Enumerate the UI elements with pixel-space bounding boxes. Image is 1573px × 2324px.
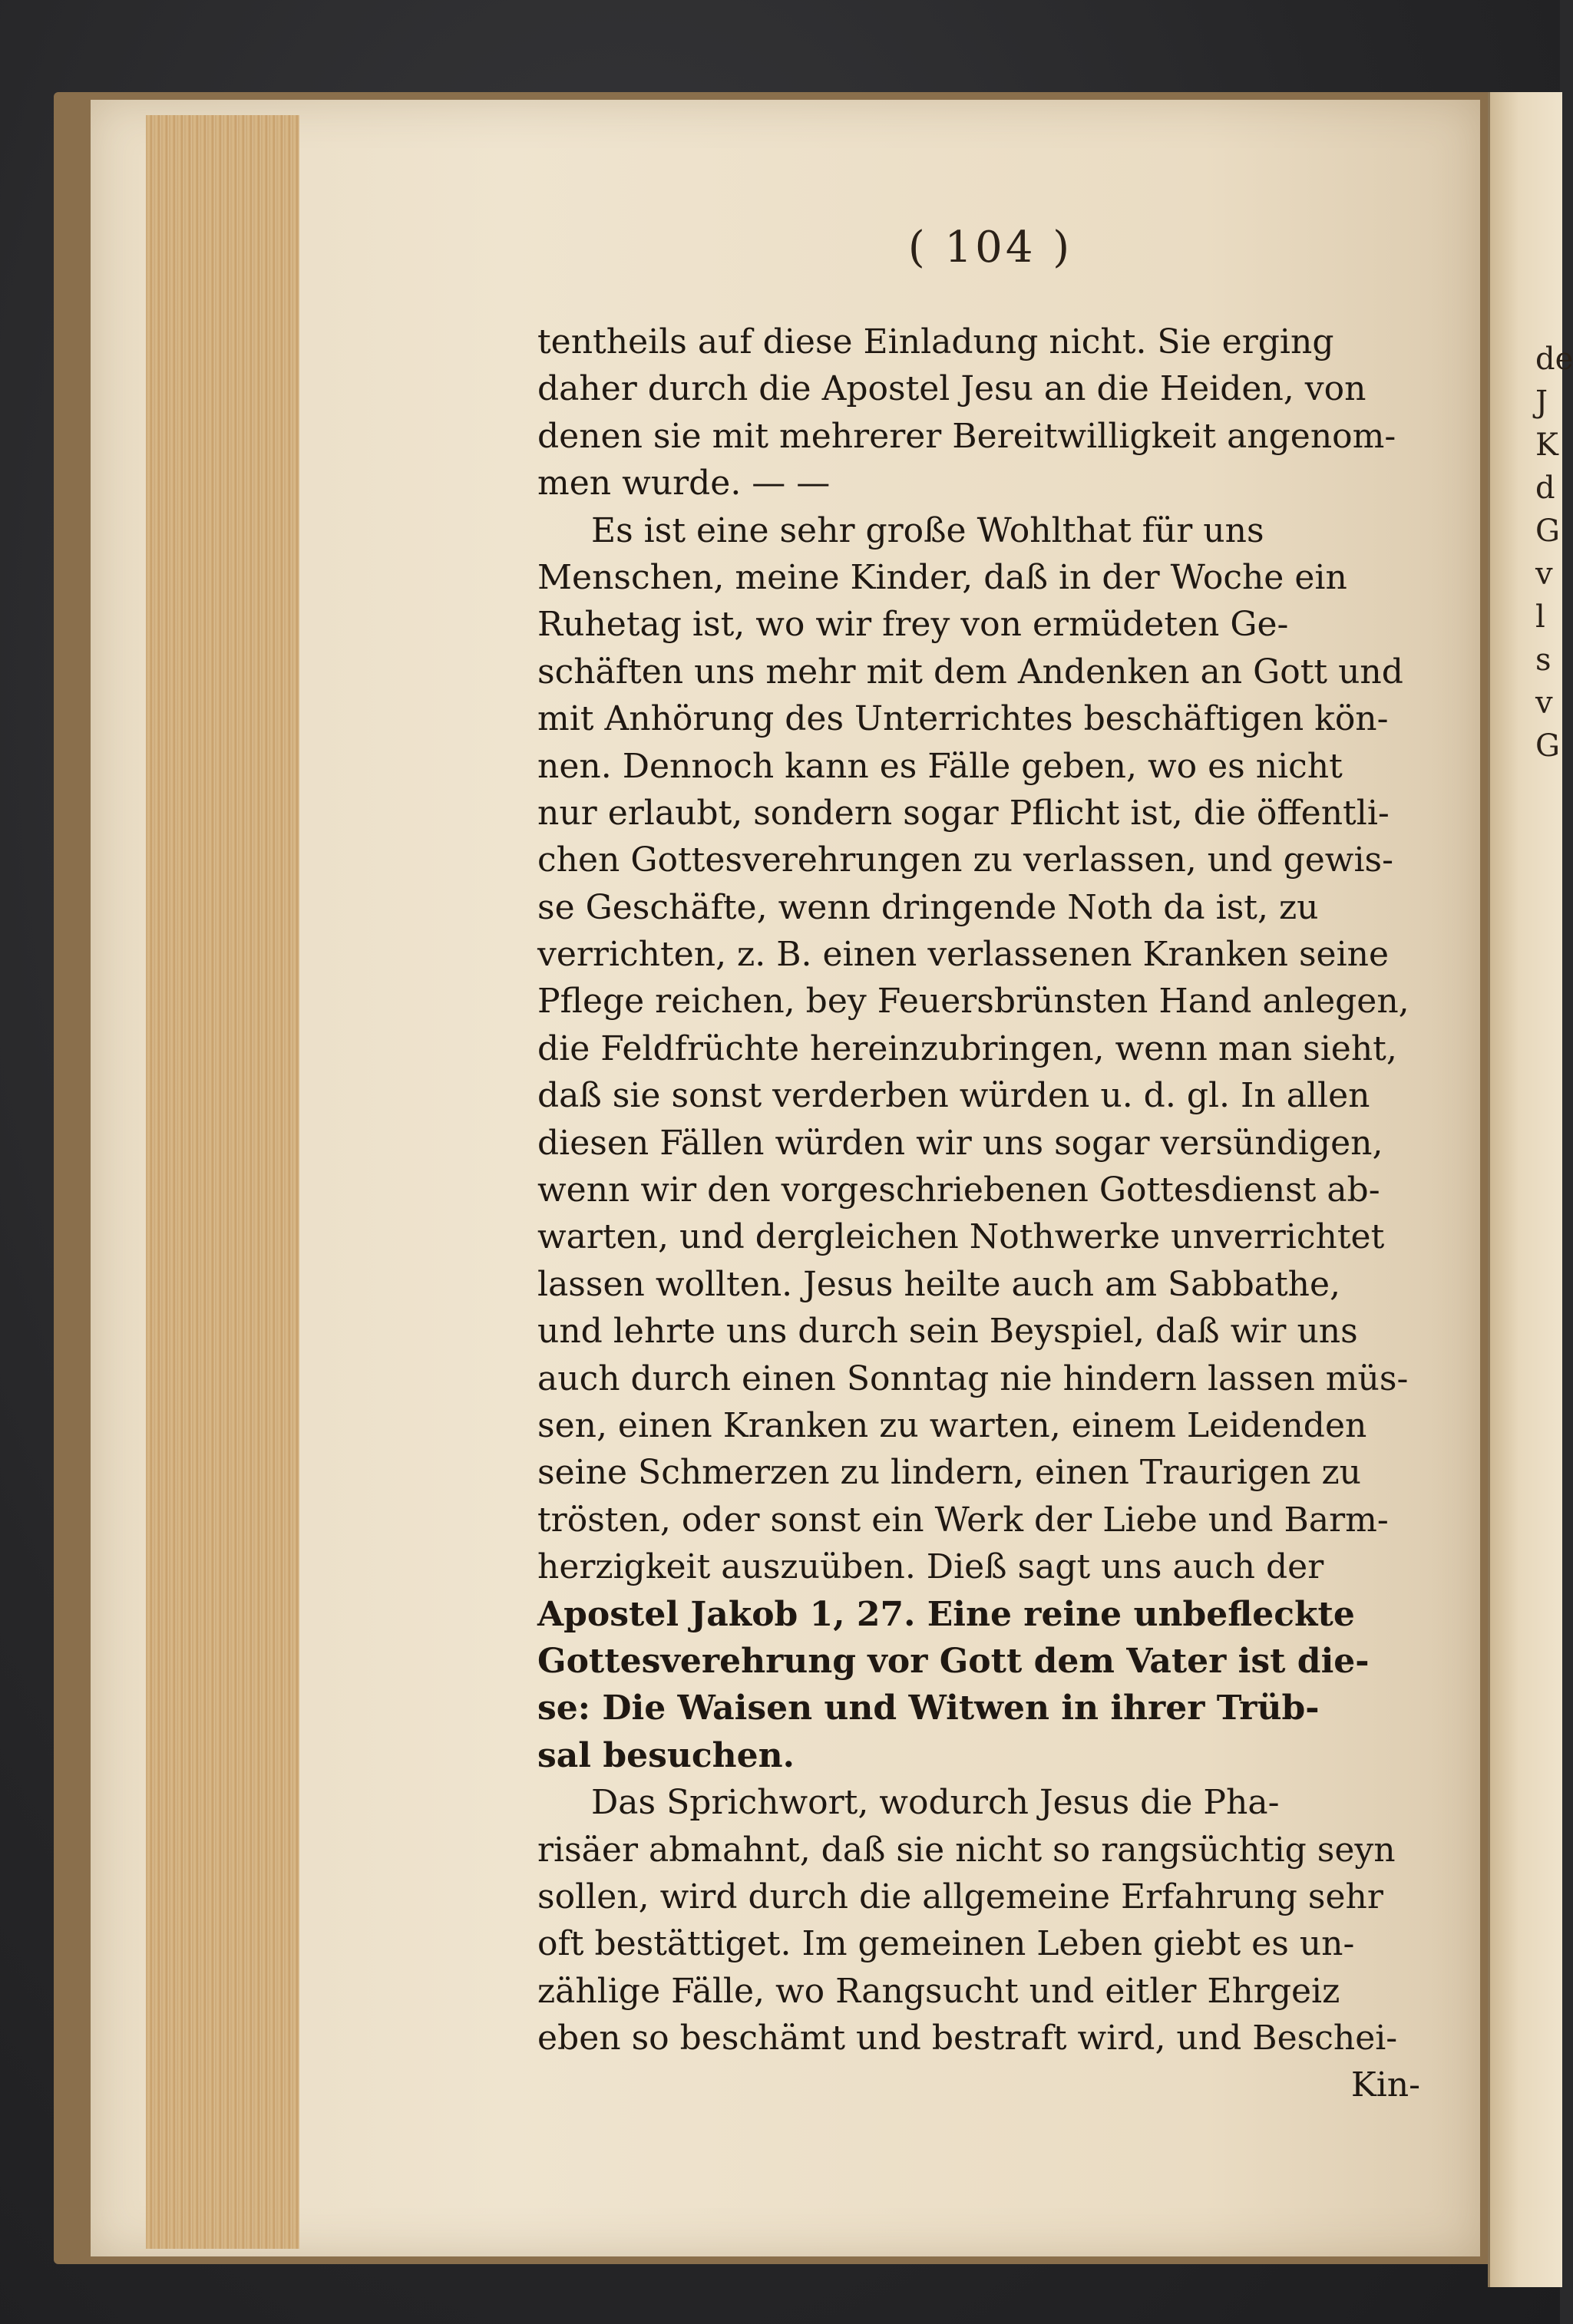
page-number: ( 104 ) (907, 223, 1073, 272)
text-line: zählige Fälle, wo Rangsucht und eitler Ehrgeiz (537, 1971, 1340, 2011)
text-line: daß sie sonst verderben würden u. d. gl. In allen (537, 1076, 1370, 1116)
text-line: Menschen, meine Kinder, daß in der Woche ein (537, 557, 1347, 597)
page-edges-gutter (146, 115, 299, 2249)
text-line: und lehrte uns durch sein Beyspiel, daß wir uns (537, 1312, 1358, 1352)
text-line: lassen wollten. Jesus heilte auch am Sabbathe, (537, 1264, 1341, 1304)
text-line: daher durch die Apostel Jesu an die Heiden, von (537, 369, 1366, 409)
text-line: oft bestättiget. Im gemeinen Leben giebt es un- (537, 1924, 1355, 1964)
text-line: se Geschäfte, wenn dringende Noth da ist, zu (537, 887, 1319, 927)
margin-glyph: de (1535, 342, 1573, 377)
text-line: Es ist eine sehr große Wohlthat für uns (591, 510, 1264, 550)
text-line: wenn wir den vorgeschriebenen Gottesdienst ab- (537, 1170, 1380, 1210)
margin-glyph: s (1535, 642, 1552, 678)
text-line: sollen, wird durch die allgemeine Erfahrung sehr (537, 1877, 1383, 1916)
text-line: mit Anhörung des Unterrichtes beschäftigen kön- (537, 699, 1389, 739)
text-line: verrichten, z. B. einen verlassenen Kranken seine (537, 935, 1390, 975)
margin-glyph: J (1535, 385, 1548, 420)
margin-glyph: l (1535, 599, 1545, 635)
margin-glyph: v (1535, 685, 1553, 721)
body-text (537, 319, 1420, 2109)
text-line: chen Gottesverehrungen zu verlassen, und gewis- (537, 840, 1393, 880)
text-line: Gottesverehrung vor Gott dem Vater ist die- (537, 1641, 1370, 1681)
text-line: nur erlaubt, sondern sogar Pflicht ist, die öffentli- (537, 793, 1390, 833)
text-line: diesen Fällen würden wir uns sogar versündigen, (537, 1123, 1383, 1163)
text-line: herzigkeit auszuüben. Dieß sagt uns auch der (537, 1547, 1324, 1587)
margin-glyph: G (1535, 728, 1560, 764)
margin-glyph: K (1535, 427, 1558, 463)
margin-glyph: d (1535, 470, 1555, 506)
text-line: Pflege reichen, bey Feuersbrünsten Hand anlegen, (537, 982, 1409, 1022)
text-line: trösten, oder sonst ein Werk der Liebe und Barm- (537, 1500, 1389, 1540)
text-line: risäer abmahnt, daß sie nicht so rangsüchtig seyn (537, 1830, 1396, 1870)
text-line: Das Sprichwort, wodurch Jesus die Pha- (591, 1783, 1280, 1823)
catchword: Kin- (1350, 2065, 1420, 2105)
text-line: tentheils auf diese Einladung nicht. Sie erging (537, 322, 1334, 361)
text-line: nen. Dennoch kann es Fälle geben, wo es nicht (537, 746, 1343, 786)
text-line: Apostel Jakob 1, 27. Eine reine unbefleckte (537, 1594, 1355, 1634)
text-line: denen sie mit mehrerer Bereitwilligkeit angenom- (537, 416, 1396, 456)
text-line: men wurde. — — (537, 464, 831, 503)
text-line: eben so beschämt und bestraft wird, und Beschei- (537, 2019, 1398, 2058)
text-line: seine Schmerzen zu lindern, einen Traurigen zu (537, 1453, 1361, 1493)
text-line: schäften uns mehr mit dem Andenken an Gott und (537, 652, 1403, 692)
margin-glyph: G (1535, 513, 1560, 549)
text-line: se: Die Waisen und Witwen in ihrer Trüb- (537, 1689, 1320, 1728)
text-line: Ruhetag ist, wo wir frey von ermüdeten Ge- (537, 605, 1289, 645)
text-line: sen, einen Kranken zu warten, einem Leidenden (537, 1405, 1367, 1445)
text-line: warten, und dergleichen Nothwerke unverrichtet (537, 1217, 1385, 1257)
text-line: auch durch einen Sonntag nie hindern lassen müs- (537, 1358, 1409, 1398)
adjacent-page-glyphs (1535, 338, 1573, 768)
text-line: die Feldfrüchte hereinzubringen, wenn man sieht, (537, 1028, 1397, 1068)
margin-glyph: v (1535, 556, 1553, 592)
text-line: sal besuchen. (537, 1735, 795, 1775)
